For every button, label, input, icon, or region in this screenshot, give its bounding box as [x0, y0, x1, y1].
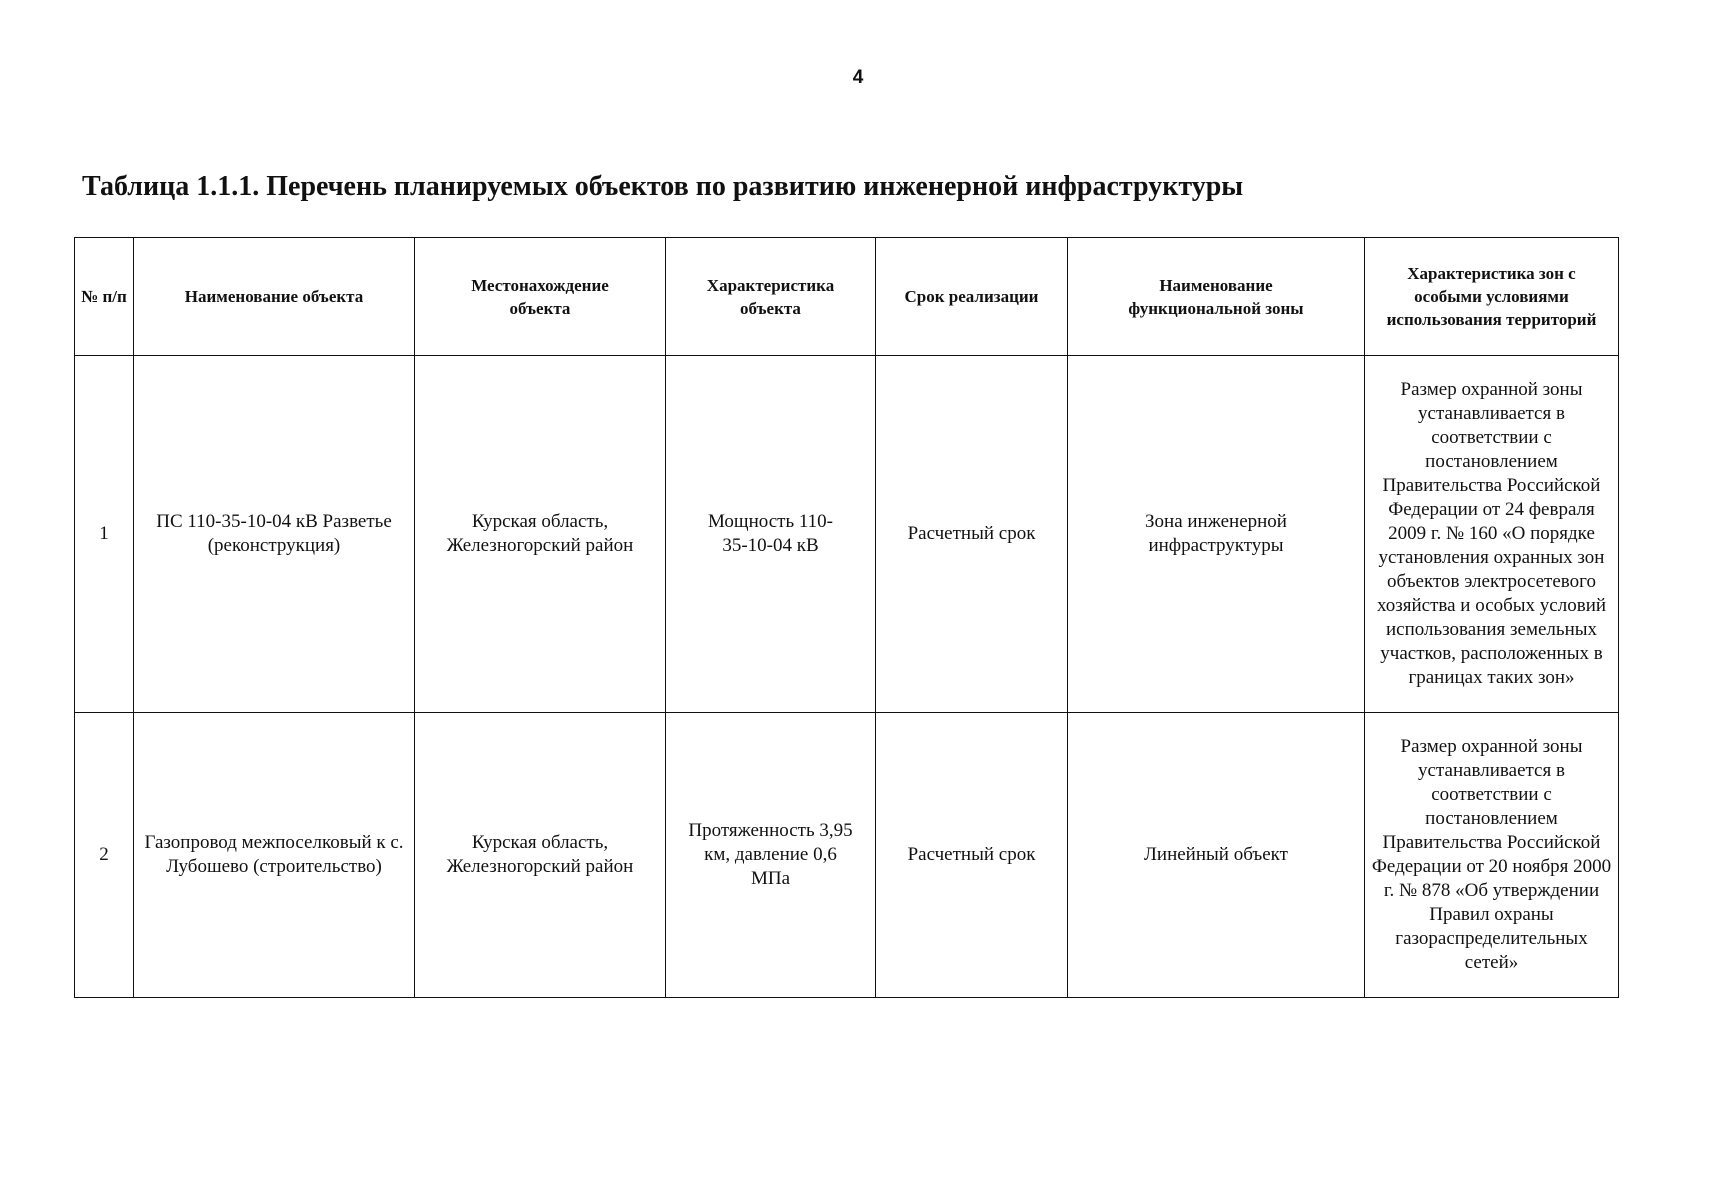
cell-characteristic: Мощность 110-35-10-04 кВ — [666, 356, 876, 713]
header-characteristic: Характеристика объекта — [666, 238, 876, 356]
header-object-name: Наименование объекта — [134, 238, 415, 356]
cell-special-zones: Размер охранной зоны устанавливается в соответствии с постановлением Правительства Российской Федерации от 20 ноября 2000 г. № 878 «Об утверждении Правил охраны газораспределительных сетей» — [1365, 713, 1619, 998]
header-implementation-term: Срок реализации — [876, 238, 1068, 356]
cell-location: Курская область, Железногорский район — [415, 713, 666, 998]
table-row — [75, 713, 1619, 998]
table-container — [74, 237, 1619, 998]
cell-object-name: Газопровод межпоселковый к с. Лубошево (строительство) — [134, 713, 415, 998]
cell-number: 2 — [75, 713, 134, 998]
planned-objects-table — [74, 237, 1619, 998]
table-title: Таблица 1.1.1. Перечень планируемых объектов по развитию инженерной инфраструктуры — [82, 171, 1244, 202]
page-number: 4 — [852, 67, 864, 88]
header-number: № п/п — [75, 238, 134, 356]
header-functional-zone: Наименование функциональной зоны — [1068, 238, 1365, 356]
header-location: Местонахождение объекта — [415, 238, 666, 356]
cell-number: 1 — [75, 356, 134, 713]
table-header-row — [75, 238, 1619, 356]
cell-implementation-term: Расчетный срок — [876, 356, 1068, 713]
cell-characteristic: Протяженность 3,95 км, давление 0,6 МПа — [666, 713, 876, 998]
cell-implementation-term: Расчетный срок — [876, 713, 1068, 998]
header-special-zones: Характеристика зон с особыми условиями использования территорий — [1365, 238, 1619, 356]
cell-functional-zone: Линейный объект — [1068, 713, 1365, 998]
cell-special-zones: Размер охранной зоны устанавливается в соответствии с постановлением Правительства Российской Федерации от 24 февраля 2009 г. № 160 «О порядке установления охранных зон объектов электросетевого хозяйства и особых условий использования земельных участков, расположенных в границах таких зон» — [1365, 356, 1619, 713]
cell-location: Курская область, Железногорский район — [415, 356, 666, 713]
table-row — [75, 356, 1619, 713]
cell-functional-zone: Зона инженерной инфраструктуры — [1068, 356, 1365, 713]
cell-object-name: ПС 110-35-10-04 кВ Разветье (реконструкция) — [134, 356, 415, 713]
